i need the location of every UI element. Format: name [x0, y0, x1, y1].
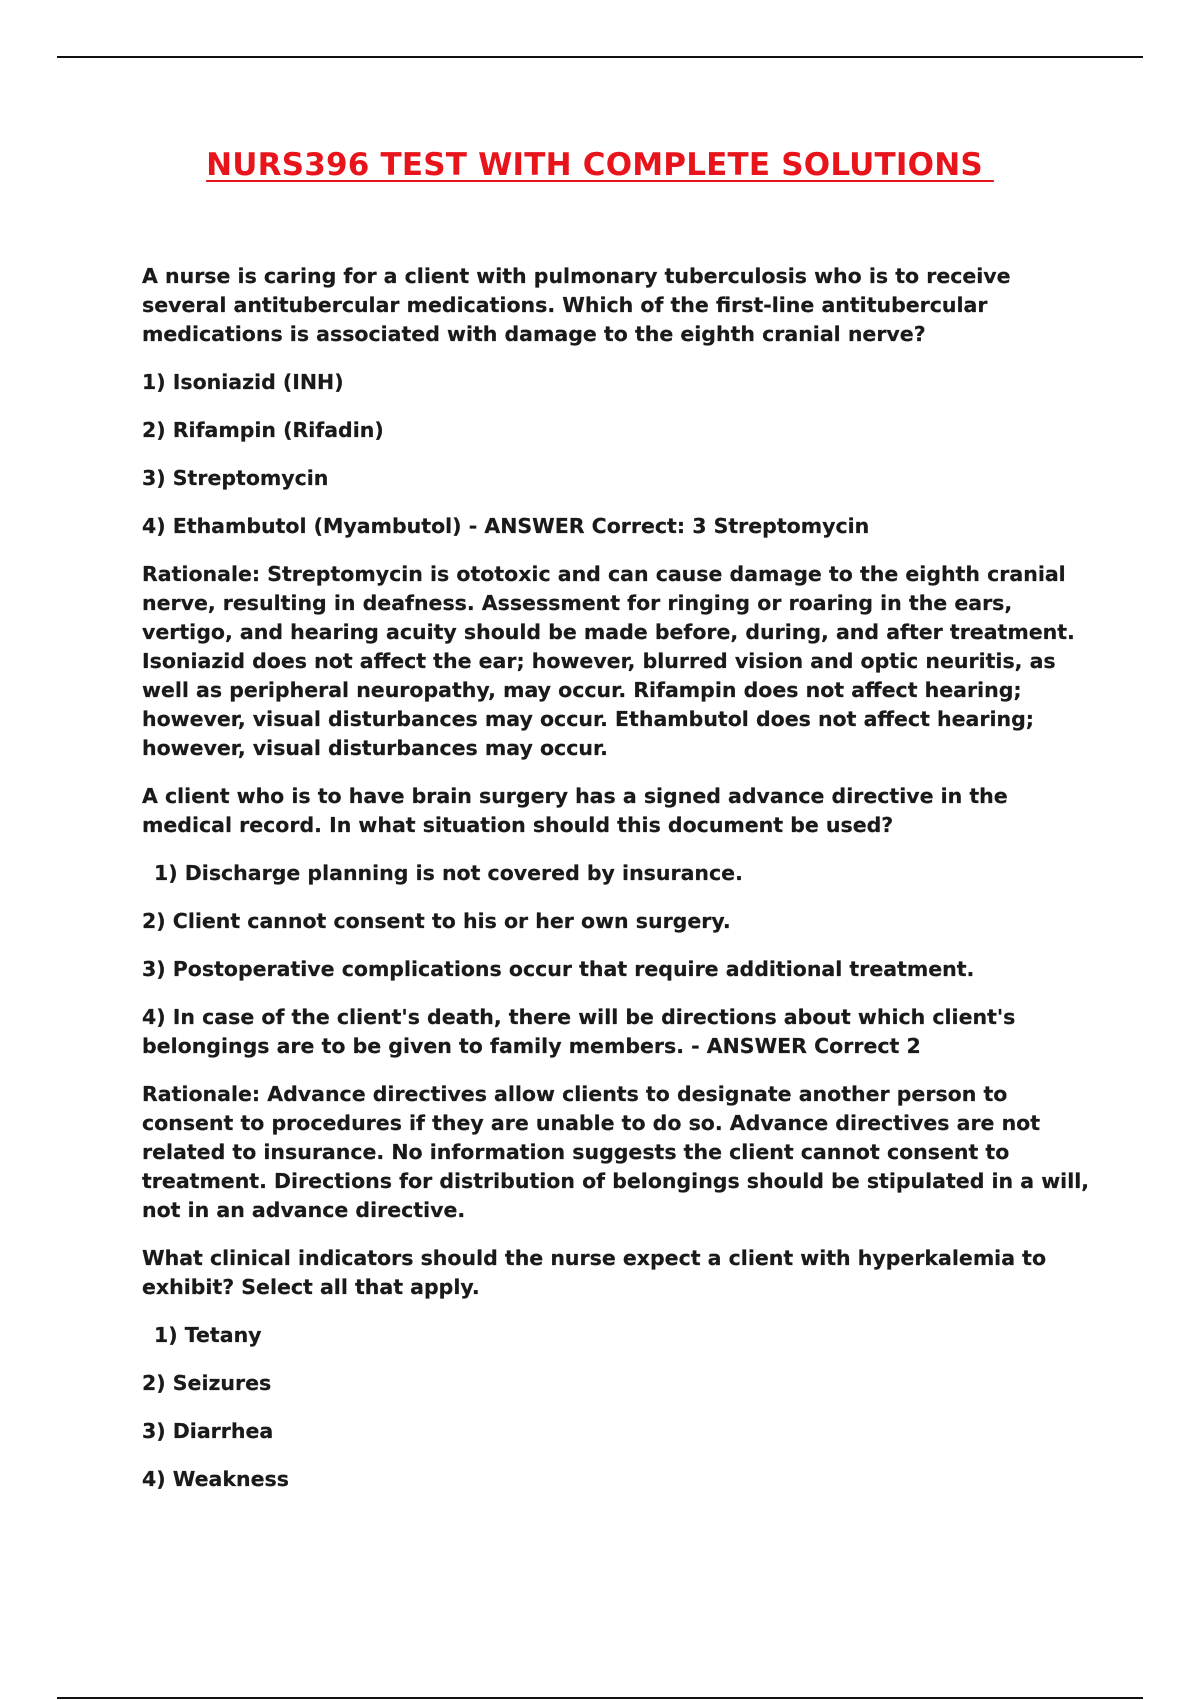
question-2-rationale: Rationale: Advance directives allow clients to designate another person to consent to procedures if they are unable to do so. Advance directives are not related to insurance. No information suggests the client cannot consent to treatment. Directions for distribution of belongings should be stipulated in a will, not in an advance directive. [142, 1082, 1090, 1222]
top-horizontal-rule [57, 56, 1143, 58]
question-2-option-1: 1) Discharge planning is not covered by insurance. [154, 861, 743, 885]
question-2-option-3: 3) Postoperative complications occur that require additional treatment. [142, 957, 975, 981]
question-1-rationale: Rationale: Streptomycin is ototoxic and can cause damage to the eighth cranial nerve, resulting in deafness. Assessment for ringing or roaring in the ears, vertigo, and hearing acuity should be made before, during, and after treatment. Isoniazid does not affect the ear; however, blurred vision and optic neuritis, as well as peripheral neuropathy, may occur. Rifampin does not affect hearing; however, visual disturbances may occur. Ethambutol does not affect hearing; however, visual disturbances may occur. [142, 562, 1075, 760]
question-3-text: What clinical indicators should the nurse expect a client with hyperkalemia to exhibit? Select all that apply. [142, 1246, 1047, 1299]
question-1-option-2: 2) Rifampin (Rifadin) [142, 418, 384, 442]
question-1-option-1: 1) Isoniazid (INH) [142, 370, 344, 394]
question-1-text: A nurse is caring for a client with pulmonary tuberculosis who is to receive several antitubercular medications. Which of the first-line antitubercular medications is associated with damage to the eighth cranial nerve? [142, 264, 1011, 346]
bottom-horizontal-rule [57, 1697, 1143, 1699]
question-1-option-3: 3) Streptomycin [142, 466, 329, 490]
question-3-option-3: 3) Diarrhea [142, 1419, 274, 1443]
document-body [142, 262, 1102, 1513]
question-3-option-2: 2) Seizures [142, 1371, 272, 1395]
question-2-text: A client who is to have brain surgery has a signed advance directive in the medical record. In what situation should this document be used? [142, 784, 1008, 837]
question-2-option-4-answer: 4) In case of the client's death, there will be directions about which client's belongings are to be given to family members. - ANSWER Correct 2 [142, 1005, 1016, 1058]
question-3-option-1: 1) Tetany [154, 1323, 262, 1347]
question-3-option-4: 4) Weakness [142, 1467, 289, 1491]
question-1-option-4-answer: 4) Ethambutol (Myambutol) - ANSWER Correct: 3 Streptomycin [142, 514, 870, 538]
page-title [0, 147, 1200, 183]
page-title-text: NURS396 TEST WITH COMPLETE SOLUTIONS [206, 147, 994, 183]
question-2-option-2: 2) Client cannot consent to his or her own surgery. [142, 909, 731, 933]
